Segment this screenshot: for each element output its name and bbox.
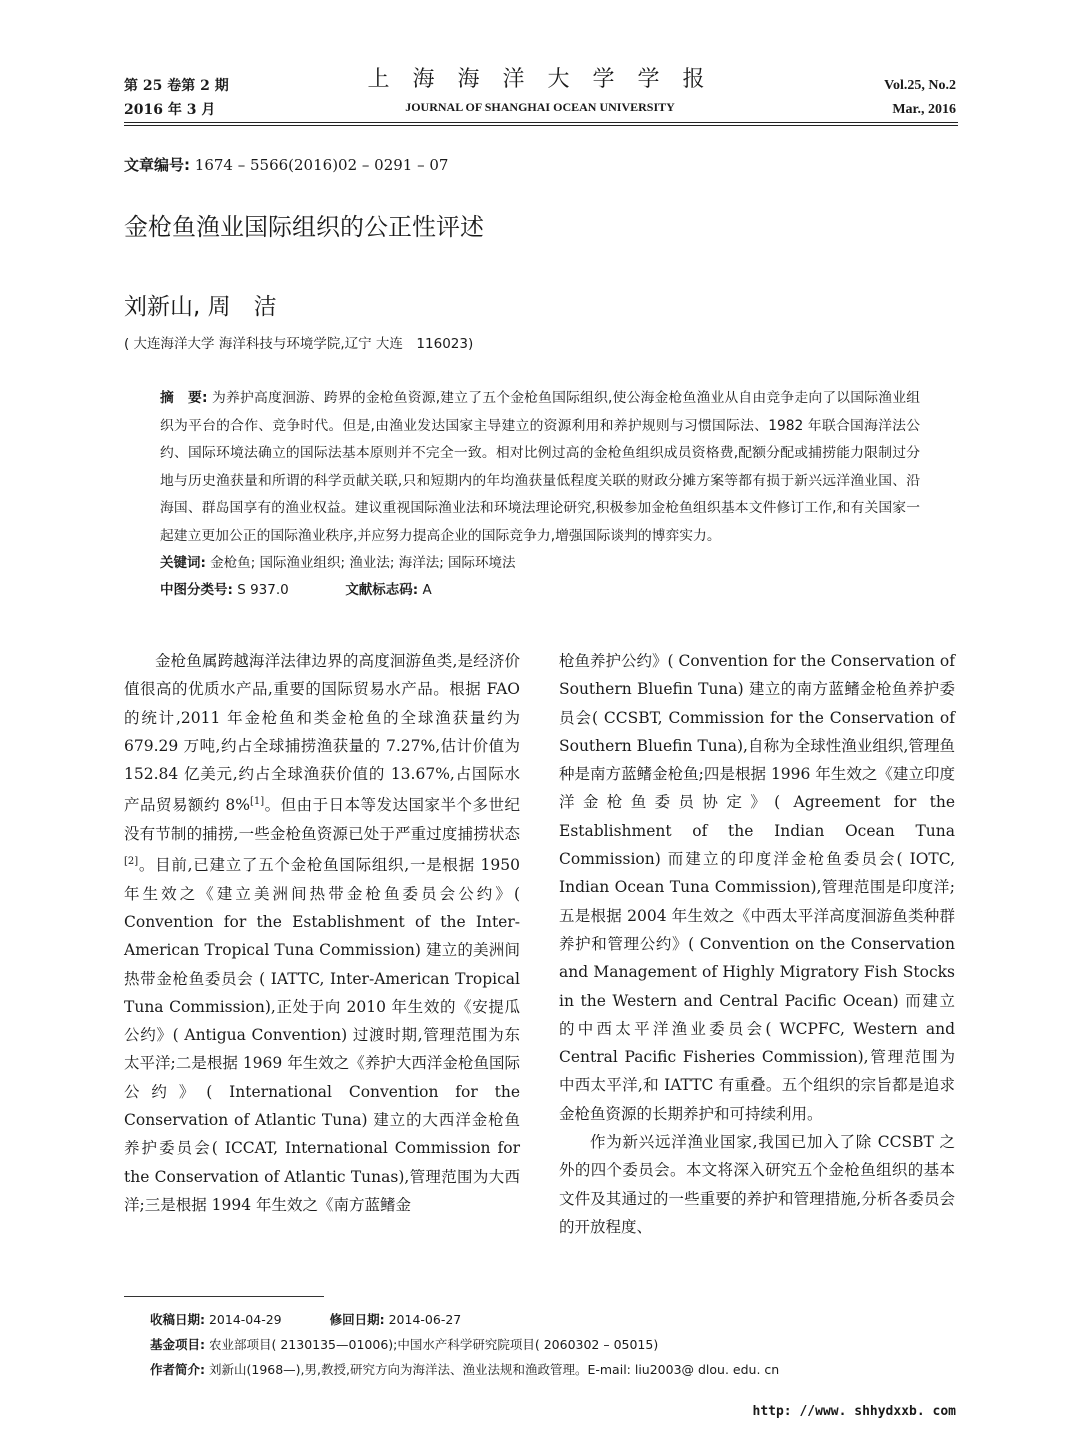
publication-date-cn: 2016 年 3 月 <box>124 102 216 118</box>
keywords <box>160 550 920 577</box>
body-text: 。但由于日本等发达国家半个多世纪没有节制的捕捞,一些金枪鱼资源已处于严重过度捕捞状态 <box>124 796 520 843</box>
authors: 刘新山, 周 洁 <box>124 294 277 320</box>
author-bio-line <box>150 1357 779 1382</box>
header-right <box>884 74 956 122</box>
journal-title-en: JOURNAL OF SHANGHAI OCEAN UNIVERSITY <box>405 100 675 114</box>
article-number-value: 1674 – 5566(2016)02 – 0291 – 07 <box>194 156 449 174</box>
body-paragraph: 枪鱼养护公约》( Convention for the Conservation of Southern Bluefin Tuna) 建立的南方蓝鳍金枪鱼养护委员会( CCSBT, Commission for the Conservation of Southern Bluefin Tuna),自称为全球性渔业组织,管理鱼种是南方蓝鳍金枪鱼;四是根据 1996 年生效之《建立印度洋金枪鱼委员协定》( Agreement for the Establishment of the Indian Ocean Tuna Commission) 而建立的印度洋金枪鱼委员会( IOTC, Indian Ocean Tuna Commission),管理范围是印度洋;五是根据 2004 年生效之《中西太平洋高度洄游鱼类种群养护和管理公约》( Convention on the Conservation and Management of Highly Migratory Fish Stocks in the Western and Central Pacific Ocean) 而建立的中西太平洋渔业委员会( WCPFC, Western and Central Pacific Fisheries Commission),管理范围为中西太平洋,和 IATTC 有重叠。五个组织的宗旨都是追求金枪鱼资源的长期养护和可持续利用。 <box>559 652 955 1123</box>
keywords-label: 关键词: <box>160 555 206 571</box>
body-text: 金枪鱼属跨越海洋法律边界的高度洄游鱼类,是经济价值很高的优质水产品,重要的国际贸易水产品。根据 FAO 的统计,2011 年金枪鱼和类金枪鱼的全球渔获量约为 679.29 万吨,约占全球捕捞渔获量的 7.27%,估计价值为 152.84 亿美元,约占全球渔获价值的 13.67%,占国际水产品贸易额约 8% <box>124 652 520 815</box>
header-left <box>124 74 229 122</box>
body-paragraph: 作为新兴远洋渔业国家,我国已加入了除 CCSBT 之外的四个委员会。本文将深入研究五个金枪鱼组织的基本文件及其通过的一些重要的养护和管理措施,分析各委员会的开放程度、 <box>559 1133 955 1236</box>
fund-text: 农业部项目( 2130135—01006);中国水产科学研究院项目( 2060302 – 05015) <box>208 1337 659 1352</box>
affiliation: ( 大连海洋大学 海洋科技与环境学院,辽宁 大连 116023) <box>124 336 474 352</box>
revised-label: 修回日期: <box>329 1312 385 1327</box>
fund-label: 基金项目: <box>150 1337 205 1352</box>
body-text: 。目前,已建立了五个金枪鱼国际组织,一是根据 1950 年生效之《建立美洲间热带金枪鱼委员会公约》( Convention for the Establishment of the Inter-American Tropical Tuna Commission) 建立的美洲间热带金枪鱼委员会 ( IATTC, Inter-American Tropical Tuna Commission),正处于向 2010 年生效的《安提瓜公约》( Antigua Convention) 过渡时期,管理范围为东太平洋;二是根据 1969 年生效之《养护大西洋金枪鱼国际公约》( International Convention for the Conservation of Atlantic Tuna) 建立的大西洋金枪鱼养护委员会( ICCAT, International Commission for the Conservation of Atlantic Tunas),管理范围为大西洋;三是根据 1994 年生效之《南方蓝鳍金 <box>124 856 520 1214</box>
publication-date-en: Mar., 2016 <box>892 102 956 117</box>
citation-2[interactable]: [2] <box>124 856 139 868</box>
fund-line <box>150 1332 779 1357</box>
clc-value: S 937.0 <box>237 582 289 598</box>
journal-title-cn: 上 海 海 洋 大 学 学 报 <box>367 67 713 92</box>
article-number <box>124 154 448 175</box>
classification <box>160 577 920 604</box>
received-label: 收稿日期: <box>150 1312 205 1327</box>
keywords-text: 金枪鱼; 国际渔业组织; 渔业法; 海洋法; 国际环境法 <box>210 555 516 571</box>
header-rule-thin <box>124 125 958 126</box>
citation-1[interactable]: [1] <box>249 796 265 808</box>
body-column-right <box>559 647 955 1241</box>
dates-line <box>150 1307 779 1332</box>
revised-date: 2014-06-27 <box>388 1312 462 1327</box>
author-bio-label: 作者简介: <box>150 1362 205 1377</box>
footnote-rule <box>124 1296 324 1297</box>
body-paragraph <box>124 647 520 1219</box>
abstract-label: 摘 要: <box>160 390 208 406</box>
journal-url[interactable]: http: //www. shhydxxb. com <box>752 1404 956 1419</box>
author-bio-text: 刘新山(1968—),男,教授,研究方向为海洋法、渔业法规和渔政管理。E-mail: liu2003@ dlou. edu. cn <box>208 1362 780 1377</box>
volume-issue-en: Vol.25, No.2 <box>884 78 956 93</box>
footnotes <box>150 1307 779 1382</box>
body-column-left <box>124 647 520 1219</box>
doc-code-label: 文献标志码: <box>345 582 419 598</box>
article-number-label: 文章编号: <box>124 156 190 174</box>
received-date: 2014-04-29 <box>208 1312 282 1327</box>
header-rule <box>124 122 958 123</box>
abstract-block <box>160 385 920 604</box>
abstract <box>160 385 920 550</box>
volume-issue: 第 25 卷第 2 期 <box>124 78 229 94</box>
abstract-text: 为养护高度洄游、跨界的金枪鱼资源,建立了五个金枪鱼国际组织,使公海金枪鱼渔业从自由竞争走向了以国际渔业组织为平台的合作、竞争时代。但是,由渔业发达国家主导建立的资源利用和养护规则与习惯国际法、1982 年联合国海洋法公约、国际环境法确立的国际法基本原则并不完全一致。相对比例过高的金枪鱼组织成员资格费,配额分配或捕捞能力限制过分地与历史渔获量和所谓的科学贡献关联,只和短期内的年均渔获量低程度关联的财政分摊方案等都有损于新兴远洋渔业国、沿海国、群岛国享有的渔业权益。建议重视国际渔业法和环境法理论研究,积极参加金枪鱼组织基本文件修订工作,和有关国家一起建立更加公正的国际渔业秩序,并应努力提高企业的国际竞争力,增强国际谈判的博弈实力。 <box>160 390 920 544</box>
article-title: 金枪鱼渔业国际组织的公正性评述 <box>124 213 484 241</box>
journal-title-block <box>360 62 720 116</box>
doc-code-value: A <box>422 582 432 598</box>
clc-label: 中图分类号: <box>160 582 233 598</box>
